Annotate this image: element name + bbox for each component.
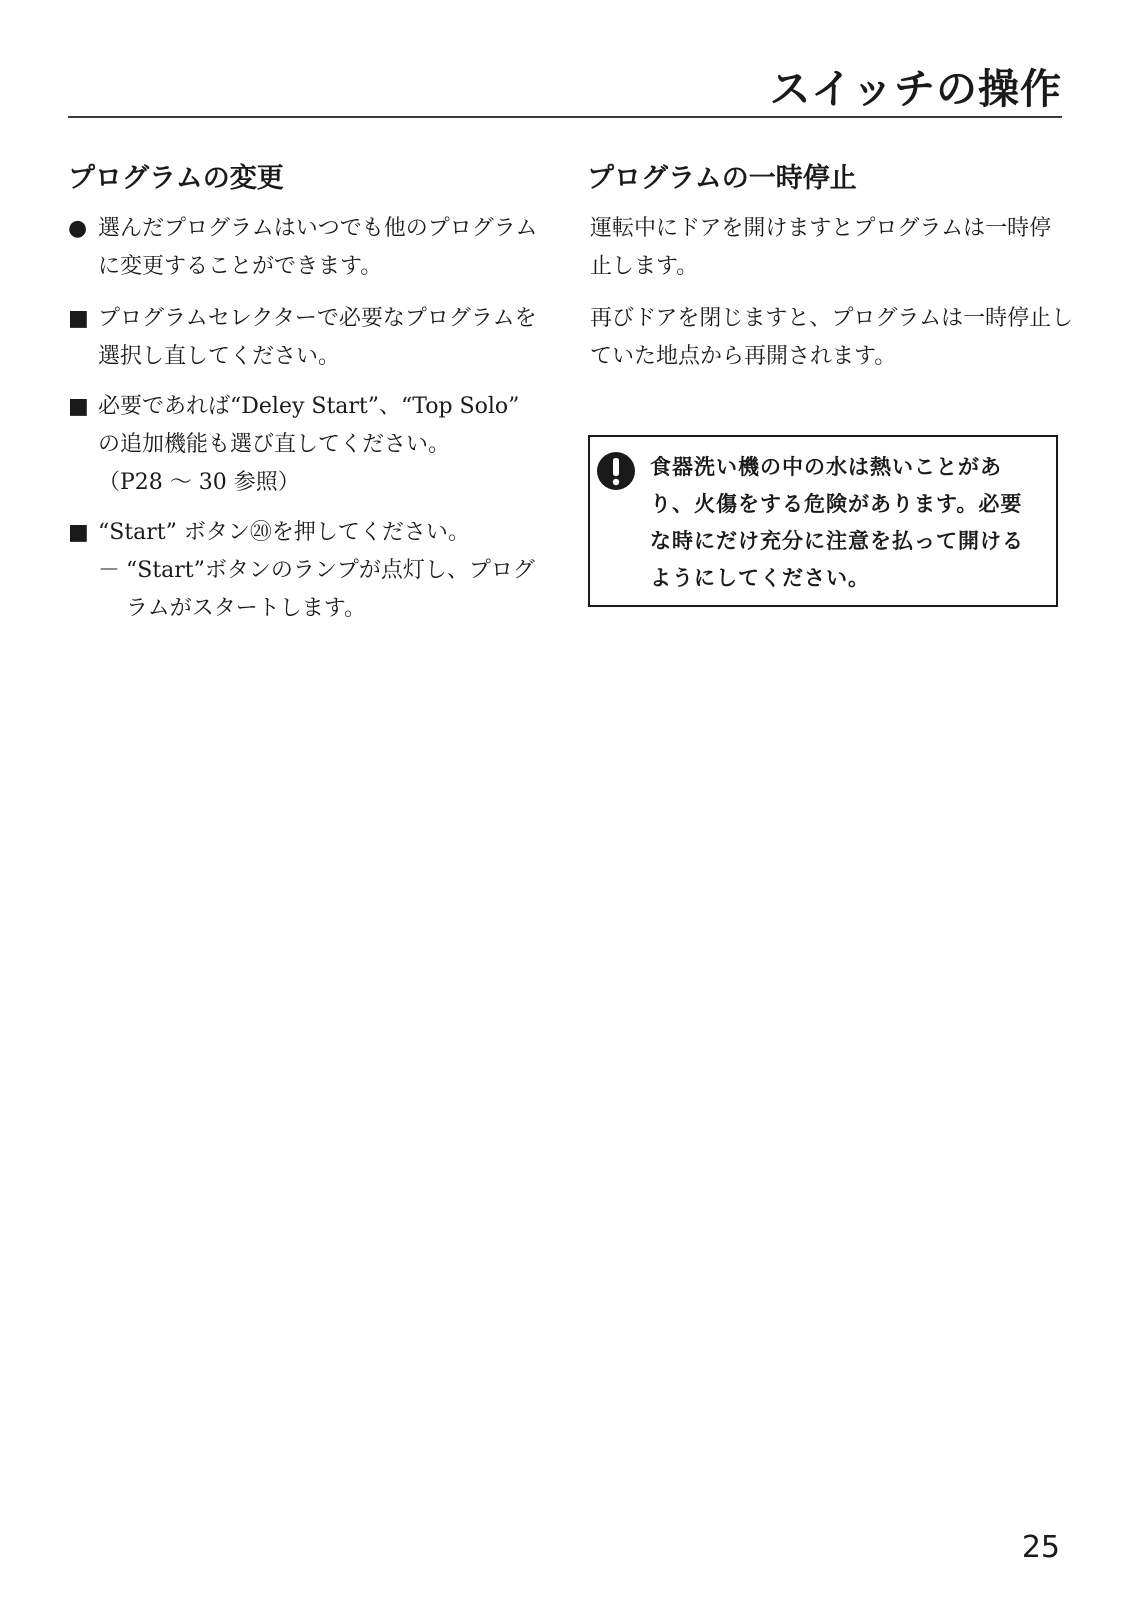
header-divider: [68, 116, 1062, 118]
list-item: [68, 210, 546, 286]
page-number: 25: [1021, 1530, 1060, 1565]
warning-text: [650, 449, 1024, 597]
page-title: スイッチの操作: [769, 65, 1062, 113]
text-line: 運転中にドアを開けますとプログラムは一時停: [590, 216, 1052, 241]
text-line: な時にだけ充分に注意を払って開ける: [650, 529, 1024, 553]
text-line: 選択し直してください。: [98, 344, 341, 369]
paragraph: [590, 300, 1074, 376]
text-line: ラムがスタートします。: [126, 596, 367, 621]
text-line: の追加機能も選び直してください。: [98, 432, 451, 457]
text-line: ようにしてください。: [650, 566, 870, 590]
dash-marker: －: [98, 558, 121, 583]
bullet-square-icon: ■: [68, 306, 89, 331]
list-item-text: [98, 388, 546, 502]
list-item: [68, 300, 546, 376]
text-line: に変更することができます。: [98, 254, 383, 279]
text-line: 再びドアを閉じますと、プログラムは一時停止し: [590, 306, 1074, 331]
warning-box: [588, 435, 1058, 607]
list-item: [68, 388, 546, 502]
list-item: [68, 514, 546, 628]
section-heading-program-pause: プログラムの一時停止: [587, 163, 857, 194]
text-line: 食器洗い機の中の水は熱いことがあ: [650, 455, 1002, 479]
sub-note-text: [126, 552, 546, 628]
page-reference: （P28 〜 30 参照）: [98, 470, 300, 495]
bullet-square-icon: ■: [68, 520, 89, 545]
bullet-circle-icon: ●: [68, 216, 88, 241]
list-item-text: [98, 514, 546, 552]
sub-note: [98, 552, 546, 628]
section-heading-program-change: プログラムの変更: [68, 163, 284, 194]
text-line: 止します。: [590, 254, 699, 279]
bullet-square-icon: ■: [68, 394, 89, 419]
list-item-text: [98, 210, 546, 286]
text-line: 必要であれば“Deley Start”、“Top Solo”: [98, 394, 520, 419]
text-line: プログラムセレクターで必要なプログラムを: [98, 306, 537, 331]
text-line: “Start” ボタン⑳を押してください。: [98, 520, 470, 545]
list-item-text: [98, 300, 546, 376]
text-line: り、火傷をする危険があります。必要: [650, 492, 1023, 516]
paragraph: [590, 210, 1060, 286]
text-line: 選んだプログラムはいつでも他のプログラム: [98, 216, 538, 241]
text-line: ていた地点から再開されます。: [590, 344, 897, 369]
exclamation-icon: [596, 451, 636, 491]
text-line: “Start”ボタンのランプが点灯し、プログ: [126, 558, 535, 583]
